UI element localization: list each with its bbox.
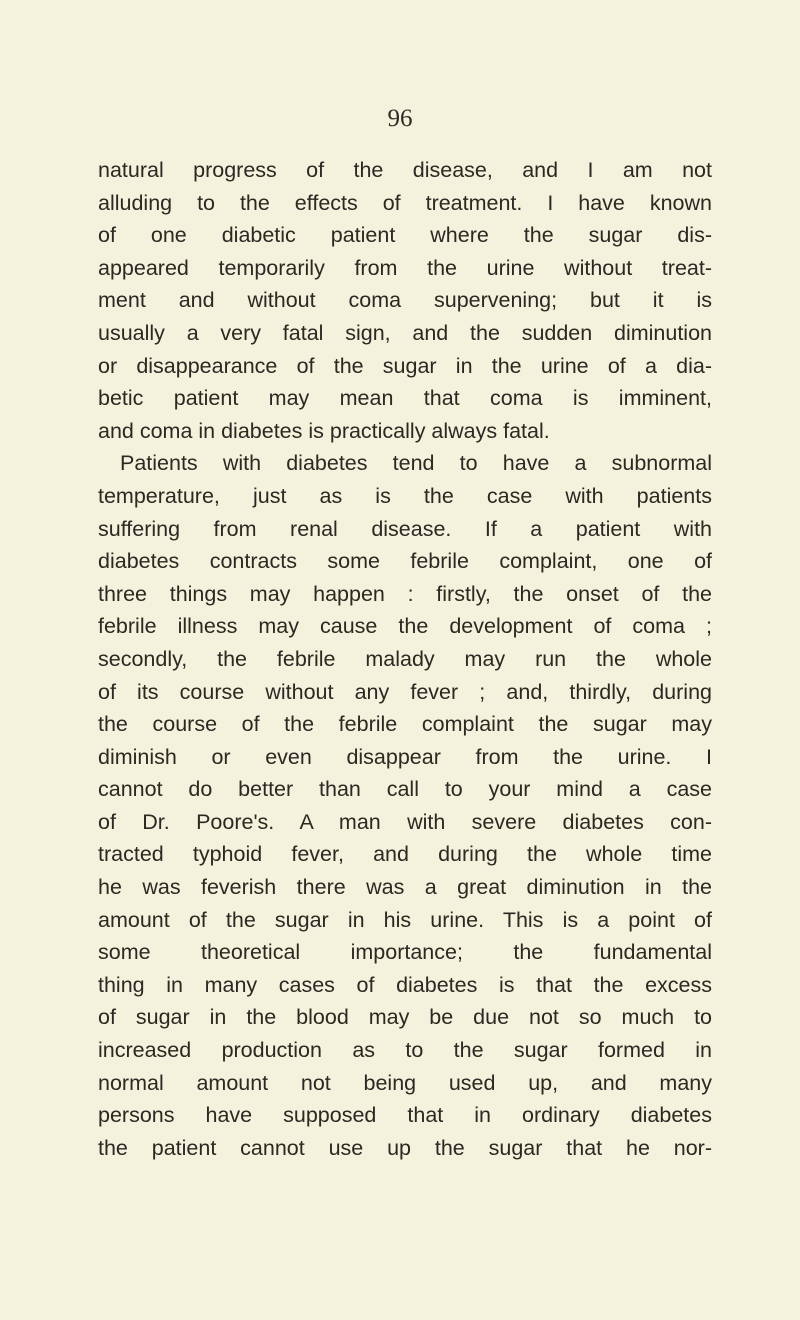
text-line: usually a very fatal sign, and the sudden diminution xyxy=(98,320,712,345)
text-line: Patients with diabetes tend to have a subnormal xyxy=(120,451,712,476)
text-line: or disappearance of the sugar in the urine of a dia- xyxy=(98,353,712,378)
text-line: betic patient may mean that coma is imminent, xyxy=(98,386,712,411)
text-line: persons have supposed that in ordinary diabetes xyxy=(98,1103,712,1128)
text-line: of one diabetic patient where the sugar dis- xyxy=(98,223,712,248)
page-number: 96 xyxy=(387,105,413,132)
text-line: tracted typhoid fever, and during the whole time xyxy=(98,842,712,867)
text-line: diminish or even disappear from the urine. I xyxy=(98,744,712,769)
body-text xyxy=(98,154,712,1164)
text-line: he was feverish there was a great diminution in the xyxy=(98,875,712,900)
text-line: the course of the febrile complaint the sugar may xyxy=(98,712,712,737)
text-line: cannot do better than call to your mind a case xyxy=(98,777,712,802)
text-line: alluding to the effects of treatment. I have known xyxy=(98,190,712,215)
text-line: natural progress of the disease, and I am not xyxy=(98,158,712,182)
text-line: of sugar in the blood may be due not so much to xyxy=(98,1005,712,1030)
text-line: suffering from renal disease. If a patient with xyxy=(98,516,712,541)
text-line: of Dr. Poore's. A man with severe diabetes con- xyxy=(98,809,712,834)
text-line: increased production as to the sugar formed in xyxy=(98,1038,712,1063)
text-line: thing in many cases of diabetes is that the excess xyxy=(98,972,712,997)
text-line: febrile illness may cause the development of coma ; xyxy=(98,614,712,639)
text-line: and coma in diabetes is practically always fatal. xyxy=(98,418,550,443)
text-line: diabetes contracts some febrile complaint, one of xyxy=(98,549,712,574)
text-line: secondly, the febrile malady may run the whole xyxy=(98,646,712,671)
text-line: ment and without coma supervening; but it is xyxy=(98,288,712,313)
text-line: normal amount not being used up, and many xyxy=(98,1070,712,1095)
text-line: some theoretical importance; the fundamental xyxy=(98,940,712,965)
text-line: appeared temporarily from the urine without treat- xyxy=(98,255,712,280)
text-line: the patient cannot use up the sugar that he nor- xyxy=(98,1135,712,1160)
text-line: temperature, just as is the case with patients xyxy=(98,483,712,508)
text-line: amount of the sugar in his urine. This is a point of xyxy=(98,907,712,932)
text-line: of its course without any fever ; and, thirdly, during xyxy=(98,679,712,704)
text-line: three things may happen : firstly, the onset of the xyxy=(98,581,712,606)
